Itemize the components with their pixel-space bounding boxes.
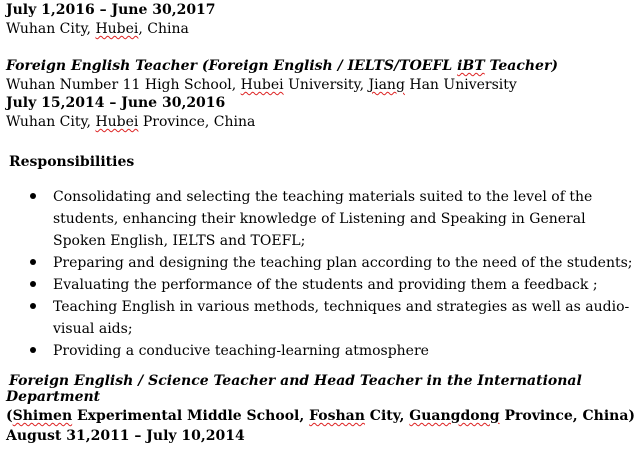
responsibility-text: Providing a conducive teaching-learning atmosphere bbox=[53, 343, 429, 359]
entry3-employer bbox=[6, 407, 635, 425]
bullet-icon bbox=[30, 303, 36, 309]
entry2-location-before: Wuhan City, bbox=[6, 114, 96, 130]
entry3-dates: August 31,2011 – July 10,2014 bbox=[6, 428, 245, 444]
entry2-employer-mid: University, bbox=[283, 77, 369, 93]
entry3-employer-mid2: City, bbox=[364, 408, 410, 424]
responsibility-text: Preparing and designing the teaching plan according to the need of the students; bbox=[53, 255, 633, 271]
entry2-employer-before: Wuhan Number 11 High School, bbox=[6, 77, 241, 93]
entry3-employer-guangdong: Guangdong bbox=[409, 408, 500, 424]
responsibility-item bbox=[0, 340, 636, 362]
entry2-location bbox=[6, 113, 255, 131]
entry1-location-hubei: Hubei bbox=[95, 21, 139, 37]
responsibility-text: Teaching English in various methods, techniques and strategies as well as audio-visual aids; bbox=[53, 299, 630, 337]
bullet-icon bbox=[30, 259, 36, 265]
responsibility-item bbox=[0, 296, 636, 340]
entry2-employer-hubei: Hubei bbox=[240, 77, 284, 93]
responsibility-item bbox=[0, 186, 636, 252]
entry3-employer-mid1: Experimental Middle School, bbox=[72, 408, 310, 424]
entry3-employer-open: ( bbox=[6, 408, 13, 424]
entry2-employer bbox=[6, 76, 517, 94]
entry2-title-ibt: iBT bbox=[457, 58, 485, 74]
responsibilities-list bbox=[0, 186, 636, 362]
responsibility-item bbox=[0, 274, 636, 296]
responsibility-text: Evaluating the performance of the students and providing them a feedback ; bbox=[53, 277, 598, 293]
entry3-employer-foshan: Foshan bbox=[309, 408, 365, 424]
entry2-job-title bbox=[6, 57, 558, 75]
entry2-dates: July 15,2014 – June 30,2016 bbox=[6, 95, 226, 111]
entry3-job-title-line1: Foreign English / Science Teacher and Head Teacher in the International bbox=[9, 373, 582, 389]
entry3-employer-shimen: Shimen bbox=[12, 408, 73, 424]
responsibility-item bbox=[0, 252, 636, 274]
entry2-title-after: Teacher) bbox=[484, 58, 558, 74]
entry2-location-hubei: Hubei bbox=[95, 114, 139, 130]
responsibilities-heading: Responsibilities bbox=[9, 154, 135, 170]
responsibility-text: Consolidating and selecting the teaching materials suited to the level of the students, enhancing their knowledge of Listening and Speaking in General Spoken English, IELTS and TOEFL; bbox=[53, 189, 593, 249]
entry2-employer-jiang: Jiang bbox=[368, 77, 405, 93]
entry1-location bbox=[6, 20, 189, 38]
bullet-icon bbox=[30, 347, 36, 353]
entry3-job-title-line2: Department bbox=[6, 389, 101, 405]
bullet-icon bbox=[30, 281, 36, 287]
entry2-title-before: Foreign English Teacher (Foreign English / IELTS/TOEFL bbox=[6, 58, 458, 74]
entry1-location-before: Wuhan City, bbox=[6, 21, 96, 37]
entry2-location-after: Province, China bbox=[138, 114, 256, 130]
bullet-icon bbox=[30, 193, 36, 199]
entry2-employer-after: Han University bbox=[404, 77, 517, 93]
entry1-location-after: , China bbox=[138, 21, 189, 37]
entry1-dates: July 1,2016 – June 30,2017 bbox=[6, 2, 216, 18]
entry3-employer-after: Province, China) bbox=[499, 408, 636, 424]
